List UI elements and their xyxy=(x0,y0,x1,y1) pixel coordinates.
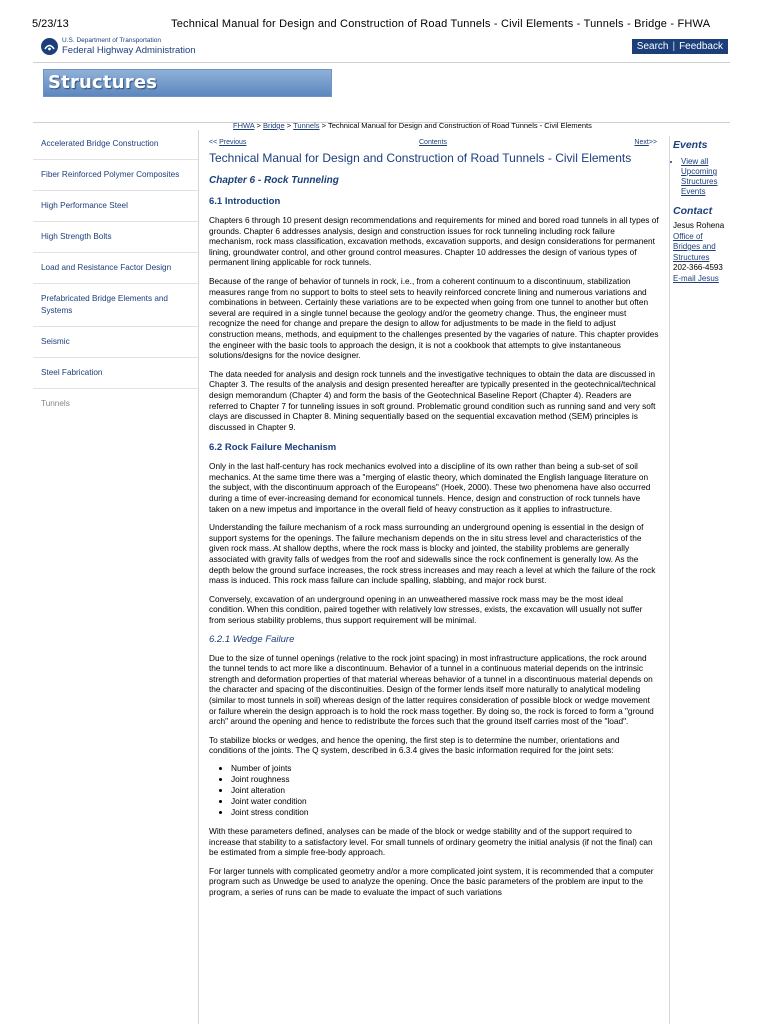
paragraph: With these parameters defined, analyses can be made of the block or wedge stability and of the support required to increase that stability to a satisfactory level. For small tunnels of ordinary geometry the initial analysis (if not the final) can be estimated from a simple free-body approach. xyxy=(209,825,653,858)
section-heading-6-1: 6.1 Introduction xyxy=(209,196,281,207)
sidebar-item-tunnels: Tunnels xyxy=(33,388,198,419)
paragraph: For larger tunnels with complicated geometry and/or a more complicated joint system, it is recommended that a computer program such as Unwedge be used to analyze the opening. Once the basic parameters of the problem are input to the program, a series of runs can be made to evaluate the impact of such variations xyxy=(209,865,654,897)
main-content xyxy=(209,139,659,898)
breadcrumb-separator: > xyxy=(321,121,326,130)
breadcrumb-bridge[interactable]: Bridge xyxy=(262,121,285,130)
banner-area xyxy=(33,63,730,123)
logo-agency: Federal Highway Administration xyxy=(62,44,196,56)
structures-banner xyxy=(43,69,332,97)
list-item: • Joint roughness xyxy=(231,774,659,785)
next-link[interactable] xyxy=(634,139,657,146)
breadcrumb-fhwa[interactable]: FHWA xyxy=(233,121,255,130)
section-heading-6-2: 6.2 Rock Failure Mechanism xyxy=(209,442,337,454)
next-arrow: >> xyxy=(648,139,657,146)
banner-title: Structures xyxy=(48,72,158,93)
joint-parameters-list xyxy=(231,763,659,818)
paragraph: Because of the range of behavior of tunnels in rock, i.e., from a coherent continuum to a discontinuum, stabilization measures range from no support to bolts to steel sets to heavily reinforced concrete lining and numerous variations and combinations in between. Certainly these variations are to be expected when going from one tunnel to another but often several are required in a single tunnel because the geology and/or the geometry change. Thus, the engineer must recognize the need for change and prepare the design to allow for adjustments to be made in the field to adjust construction means, methods, and equipment to the challenges presented by the vagaries of nature. This chapter provides the engineer with the basic tools to approach the design, it is not a cookbook that attempts to give instantaneous solutions/designs for the novice designer. xyxy=(209,275,659,361)
sidebar-item-high-strength-bolts[interactable]: High Strength Bolts xyxy=(33,221,198,252)
sidebar-item-fiber-reinforced-polymer[interactable]: Fiber Reinforced Polymer Composites xyxy=(33,159,198,190)
office-link[interactable]: Office of Bridges and Structures xyxy=(673,231,716,262)
left-sidebar xyxy=(33,130,199,1024)
previous-link[interactable] xyxy=(209,139,246,146)
events-heading: Events xyxy=(673,139,708,151)
events-list xyxy=(681,157,730,197)
sidebar-item-high-performance-steel[interactable]: High Performance Steel xyxy=(33,190,198,221)
sidebar-item-seismic[interactable]: Seismic xyxy=(33,326,198,357)
paragraph: To stabilize blocks or wedges, and hence the opening, the first step is to determine the number, orientations and conditions of the joints. The Q system, described in 6.3.4 gives the basic information required for the joint sets: xyxy=(209,734,620,756)
page-frame xyxy=(33,33,730,1024)
breadcrumb-separator: > xyxy=(256,121,261,130)
paragraph: Due to the size of tunnel openings (relative to the rock joint spacing) in most infrastructure applications, the rock around the tunnel tends to act more like a discontinuum. Behavior of a tunnel in a continuous material depends on the intrinsic strength and deformation properties of that material whereas behavior of a tunnel in a discontinuous material depends on the character and spacing of the discontinuities. Design of the former lends itself more naturally to analytical modeling (similar to most tunnels in soil) whereas design of the latter requires consideration of possible block or wedge movement or failure wherein the design approach is to hold the rock mass together. By doing so, the rock is forced to form a "ground arch" around the opening and hence to redistribute the forces such that the ground itself carries most of the "load". xyxy=(209,652,654,727)
sidebar-item-lrfd[interactable]: Load and Resistance Factor Design xyxy=(33,252,198,283)
top-links xyxy=(632,39,728,54)
sidebar-item-steel-fabrication[interactable]: Steel Fabrication xyxy=(33,357,198,388)
sidebar-item-accelerated-bridge-construction[interactable]: Accelerated Bridge Construction xyxy=(41,139,159,148)
contact-heading: Contact xyxy=(673,205,713,217)
contact-block xyxy=(673,221,730,284)
paragraph: Understanding the failure mechanism of a rock mass surrounding an underground opening is essential in the design of support systems for the openings. The failure mechanism depends on the in situ stress level and characteristics of the given rock mass. At shallow depths, where the rock mass is blocky and jointed, the stability problems are generally associated with gravity falls of wedges from the roof and sidewalls since the rock confinement is generally low. As the depth below the ground surface increases, the rock stress increases and may reach a level at which the failure of the rock mass is induced. This rock mass failure can include spalling, slabbing, and major rock burst. xyxy=(209,522,656,586)
top-links-separator: | xyxy=(672,41,676,52)
search-link[interactable]: Search xyxy=(636,41,669,52)
list-item: • Joint water condition xyxy=(231,796,659,807)
list-item: • Joint alteration xyxy=(231,785,659,796)
document-title: Technical Manual for Design and Construction of Road Tunnels - Civil Elements xyxy=(209,151,632,165)
print-header xyxy=(0,0,768,30)
print-title: Technical Manual for Design and Construction of Road Tunnels - Civil Elements - Tunnels - Bridge - FHWA xyxy=(171,18,711,30)
email-link[interactable]: E-mail Jesus xyxy=(673,273,719,283)
feedback-link[interactable]: Feedback xyxy=(679,41,723,52)
paragraph: Only in the last half-century has rock mechanics evolved into a discipline of its own rather than being a sub-set of soil mechanics. At the same time there was a "merging of elastic theory, which dominated the English language literature on the subject, with the discontinuum approach of the Europeans" (Hoek, 2000). These two phenomena have also occurred during a time of ever-increasing demand for economical tunnels. Hence, design and construction of rock tunnels have taken on a new impetus and importance in the overall field of heavy construction as it applies to infrastructure. xyxy=(209,461,651,514)
paragraph: Chapters 6 through 10 present design recommendations and requirements for mined and bored road tunnels in all types of grounds. Chapter 6 addresses analysis, design and construction issues for rock tunneling including rock failure mechanism, rock mass classification, excavation methods, excavation supports, and design considerations for permanent lining, groundwater control, and other ground control measures. Chapter 10 addresses the design of various types of permanent lining applicable for rock tunnels. xyxy=(209,215,659,268)
dot-seal-icon xyxy=(41,38,58,55)
contact-name: Jesus Rohena xyxy=(673,221,725,230)
top-bar xyxy=(33,33,730,63)
breadcrumb-current: Technical Manual for Design and Construction of Road Tunnels - Civil Elements xyxy=(327,121,592,130)
page-navigation xyxy=(209,139,659,149)
contents-link[interactable]: Contents xyxy=(419,139,448,146)
dot-logo[interactable] xyxy=(41,38,196,55)
breadcrumb-tunnels[interactable]: Tunnels xyxy=(293,121,320,130)
view-events-link[interactable]: • View all Upcoming Structures Events xyxy=(681,157,730,197)
previous-label: Previous xyxy=(219,139,247,146)
next-label: Next xyxy=(634,139,649,146)
print-date: 5/23/13 xyxy=(32,18,69,30)
contact-phone: 202-366-4593 xyxy=(673,263,723,272)
chapter-heading: Chapter 6 - Rock Tunneling xyxy=(209,175,339,186)
list-item: • Number of joints xyxy=(231,763,659,774)
paragraph: The data needed for analysis and design rock tunnels and the investigative techniques to obtain the data are discussed in Chapter 3. The results of the analysis and design presented hereafter are typically presented in the geotechnical/technical design memorandum (Chapter 4) and form the basis of the Geotechnical Baseline Report (Chapter 4). Readers are referred to Chapter 7 for tunneling issues in soft ground. Problematic ground condition such as running sand and very soft clays are discussed in Chapter 8. Mining sequentially based on the sequential excavation method (SEM) principles is discussed in Chapter 9. xyxy=(209,368,656,432)
list-item: • Joint stress condition xyxy=(231,807,659,818)
breadcrumb xyxy=(233,121,730,135)
right-sidebar xyxy=(669,136,730,1024)
section-heading-6-2-1: 6.2.1 Wedge Failure xyxy=(209,633,295,645)
sidebar-item-prefabricated-bridge-elements[interactable]: Prefabricated Bridge Elements and Systems xyxy=(33,283,198,326)
paragraph: Conversely, excavation of an underground opening in an unweathered massive rock mass may be the most ideal condition. When this condition, paired together with relatively low stresses, exists, the excavation will usually not suffer from serious stability problems, thus support requirement will be minimal. xyxy=(209,593,643,625)
logo-department: U.S. Department of Transportation xyxy=(62,37,161,44)
breadcrumb-separator: > xyxy=(286,121,292,130)
previous-arrow: << xyxy=(209,139,218,146)
